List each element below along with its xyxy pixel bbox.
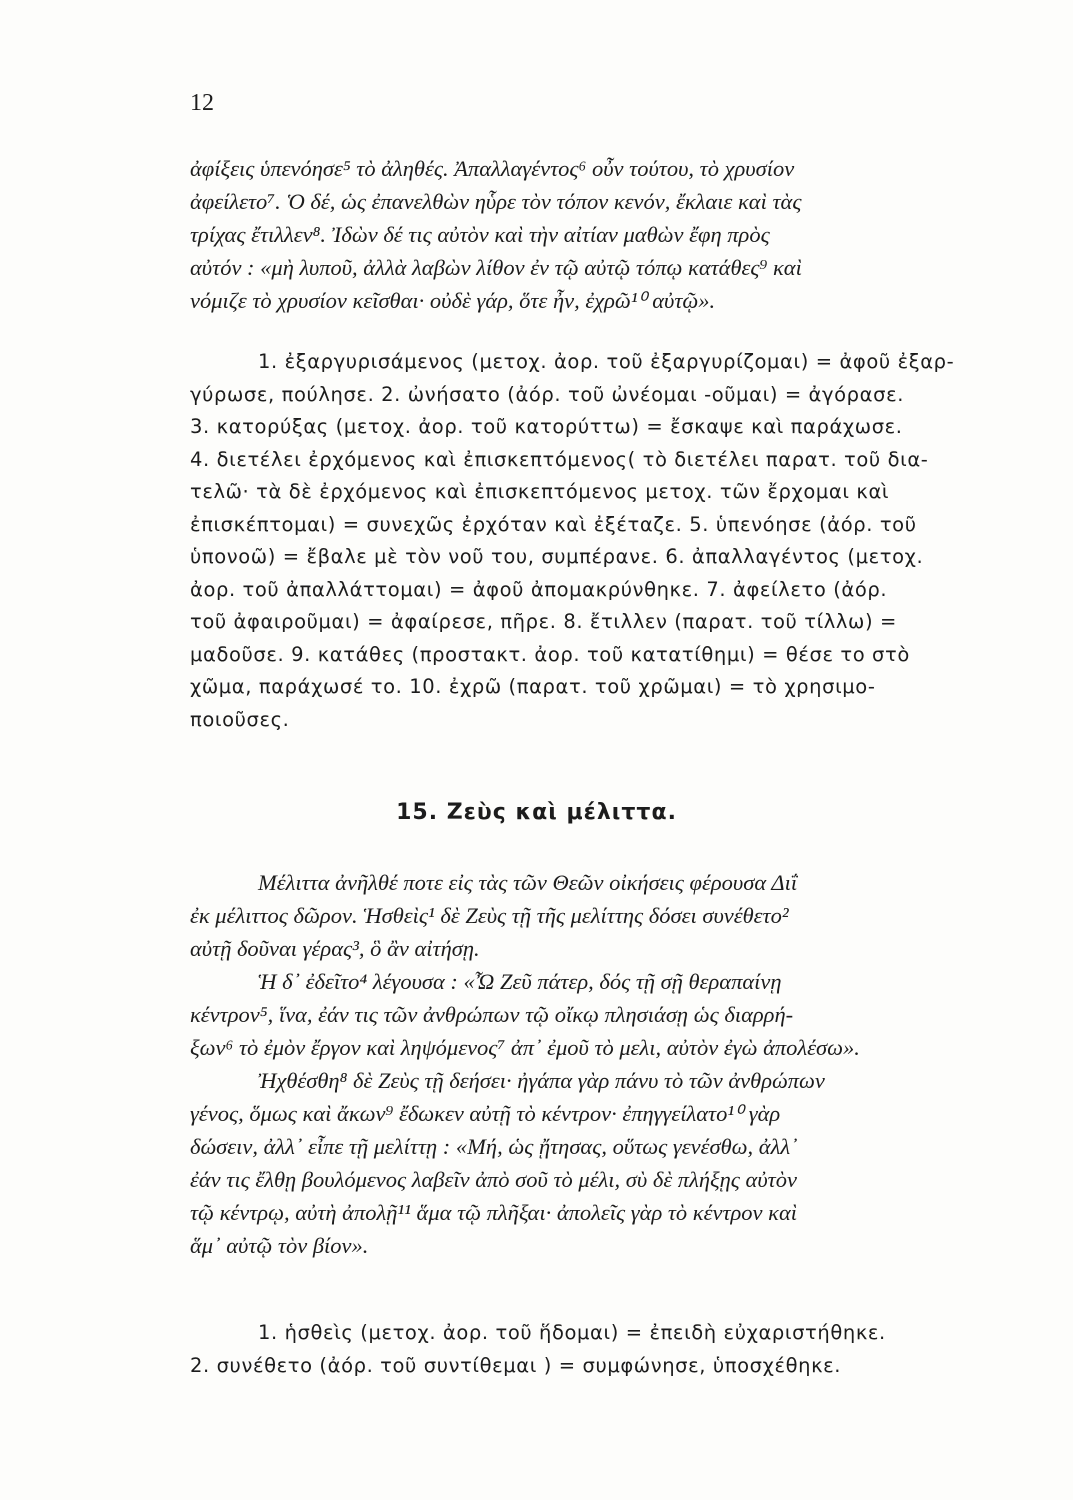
note-line: 1. ἡσθεὶς (μετοχ. ἀορ. τοῦ ἥδομαι) = ἐπειδὴ εὐχαριστήθηκε. xyxy=(258,1321,886,1344)
note-line: 4. διετέλει ἐρχόμενος καὶ ἐπισκεπτόμενος( τὸ διετέλει παρατ. τοῦ δια- xyxy=(190,447,929,471)
glossary-notes-15 xyxy=(190,1317,1020,1382)
note-line: 3. κατορύξας (μετοχ. ἀορ. τοῦ κατορύττω) = ἔσκαψε καὶ παράχωσε. xyxy=(190,415,903,438)
note-line: τοῦ ἀφαιροῦμαι) = ἀφαίρεσε, πῆρε. 8. ἔτιλλεν (παρατ. τοῦ τίλλω) = xyxy=(190,610,897,633)
note-line: ποιοῦσες. xyxy=(190,707,290,731)
text-line: γένος, ὅμως καὶ ἄκων⁹ ἔδωκεν αὐτῇ τὸ κέντρον· ἐπηγγείλατο¹⁰ γὰρ xyxy=(190,1101,781,1126)
text-line: τρίχας ἔτιλλεν⁸. Ἰδὼν δέ τις αὐτὸν καὶ τὴν αἰτίαν μαθὼν ἔφη πρὸς xyxy=(190,222,770,247)
note-line: τελῶ· τὰ δὲ ἐρχόμενος καὶ ἐπισκεπτόμενος μετοχ. τῶν ἔρχομαι καὶ xyxy=(190,480,890,503)
text-line: ἀφίξεις ὑπενόησε⁵ τὸ ἀληθές. Ἀπαλλαγέντος⁶ οὖν τούτου, τὸ χρυσίον xyxy=(190,156,795,181)
glossary-notes-14 xyxy=(190,346,1020,736)
note-line: μαδοῦσε. 9. κατάθες (προστακτ. ἀορ. τοῦ κατατίθημι) = θέσε το στὸ xyxy=(190,642,910,666)
text-line: δώσειν, ἀλλ᾽ εἶπε τῇ μελίττῃ : «Μή, ὡς ᾔτησας, οὕτως γενέσθω, ἀλλ᾽ xyxy=(190,1134,798,1159)
text-line: τῷ κέντρῳ, αὐτὴ ἀπολῇ¹¹ ἅμα τῷ πλῆξαι· ἀπολεῖς γὰρ τὸ κέντρον καὶ xyxy=(190,1200,798,1225)
fable-text xyxy=(190,866,1020,1262)
text-line: κέντρον⁵, ἵνα, ἐάν τις τῶν ἀνθρώπων τῷ οἴκῳ πλησιάσῃ ὡς διαρρή- xyxy=(190,1002,794,1027)
note-line: ἀορ. τοῦ ἀπαλλάττομαι) = ἀφοῦ ἀπομακρύνθηκε. 7. ἀφείλετο (ἀόρ. xyxy=(190,577,888,601)
text-line: Ἠχθέσθη⁸ δὲ Ζεὺς τῇ δεήσει· ἠγάπα γὰρ πάνυ τὸ τῶν ἀνθρώπων xyxy=(258,1068,825,1093)
text-line: αὐτόν : «μὴ λυποῦ, ἀλλὰ λαβὼν λίθον ἐν τῷ αὐτῷ τόπῳ κατάθες⁹ καὶ xyxy=(190,255,802,280)
text-line: νόμιζε τὸ χρυσίον κεῖσθαι· οὐδὲ γάρ, ὅτε ἦν, ἐχρῶ¹⁰ αὐτῷ». xyxy=(190,288,716,313)
note-line: γύρωσε, πούλησε. 2. ὠνήσατο (ἀόρ. τοῦ ὠνέομαι -οῦμαι) = ἀγόρασε. xyxy=(190,382,905,406)
note-line: ἐπισκέπτομαι) = συνεχῶς ἐρχόταν καὶ ἐξέταζε. 5. ὑπενόησε (ἀόρ. τοῦ xyxy=(190,512,917,536)
story-passage-continued xyxy=(190,152,1020,317)
text-line: ξων⁶ τὸ ἐμὸν ἔργον καὶ ληψόμενος⁷ ἀπ᾽ ἐμοῦ τὸ μελι, αὐτὸν ἐγὼ ἀπολέσω». xyxy=(190,1035,860,1060)
text-line: αὐτῇ δοῦναι γέρας³, ὃ ἂν αἰτήσῃ. xyxy=(190,936,480,961)
text-line: ἐκ μέλιττος δῶρον. Ἡσθεὶς¹ δὲ Ζεὺς τῇ τῆς μελίττης δόσει συνέθετο² xyxy=(190,903,789,928)
text-line: Μέλιττα ἀνῆλθέ ποτε εἰς τὰς τῶν Θεῶν οἰκήσεις φέρουσα Διΐ xyxy=(258,870,798,895)
text-line: Ἡ δ᾽ ἐδεῖτο⁴ λέγουσα : «Ὦ Ζεῦ πάτερ, δός τῇ σῇ θεραπαίνῃ xyxy=(258,969,782,994)
note-line: 1. ἐξαργυρισάμενος (μετοχ. ἀορ. τοῦ ἐξαργυρίζομαι) = ἀφοῦ ἐξαρ- xyxy=(258,350,955,373)
text-line: ἅμ᾽ αὐτῷ τὸν βίον». xyxy=(190,1233,369,1258)
text-line: ἀφείλετο⁷. Ὁ δέ, ὡς ἐπανελθὼν ηὗρε τὸν τόπον κενόν, ἔκλαιε καὶ τὰς xyxy=(190,189,802,214)
text-line: ἐάν τις ἔλθῃ βουλόμενος λαβεῖν ἀπὸ σοῦ τὸ μέλι, σὺ δὲ πλήξῃς αὐτὸν xyxy=(190,1167,797,1192)
fable-title: 15. Ζεὺς καὶ μέλιττα. xyxy=(396,800,677,825)
note-line: χῶμα, παράχωσέ το. 10. ἐχρῶ (παρατ. τοῦ χρῶμαι) = τὸ χρησιμο- xyxy=(190,675,876,698)
note-line: ὑπονοῶ) = ἔβαλε μὲ τὸν νοῦ του, συμπέρανε. 6. ἀπαλλαγέντος (μετοχ. xyxy=(190,545,924,568)
page-number: 12 xyxy=(190,90,214,116)
note-line: 2. συνέθετο (ἀόρ. τοῦ συντίθεμαι ) = συμφώνησε, ὑποσχέθηκε. xyxy=(190,1353,842,1377)
